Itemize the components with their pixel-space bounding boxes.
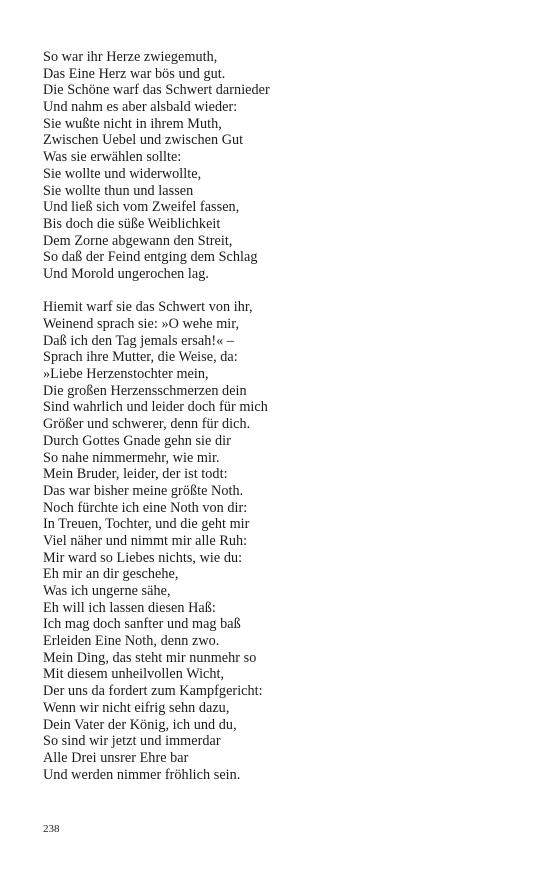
poem-line: Und ließ sich vom Zweifel fassen, [43,199,240,216]
poem-line: Und nahm es aber alsbald wieder: [43,99,238,116]
poem-line: Was ich ungerne sähe, [43,583,171,599]
poem-line: Sprach ihre Mutter, die Weise, da: [43,349,238,366]
poem-line: Erleiden Eine Noth, denn zwo. [43,633,220,650]
poem-line: Durch Gottes Gnade gehn sie dir [43,432,231,449]
poem-line: Daß ich den Tag jemals ersah!« – [43,332,235,349]
poem-line: Sie wollte und widerwollte, [43,165,202,182]
poem-line: So war ihr Herze zwiegemuth, [43,49,218,65]
poem-line: Sind wahrlich und leider doch für mich [43,399,268,416]
poem-line: Wenn wir nicht eifrig sehn dazu, [43,699,230,716]
poem-line: Dem Zorne abgewann den Streit, [43,232,233,249]
poem-line: Was sie erwählen sollte: [43,149,182,166]
poem-line: Und werden nimmer fröhlich sein. [43,766,241,783]
poem-line: Noch fürchte ich eine Noth von dir: [43,499,248,516]
poem-line: Alle Drei unsrer Ehre bar [43,749,189,766]
poem-line: Die großen Herzensschmerzen dein [43,382,247,399]
poem-line: Sie wußte nicht in ihrem Muth, [43,115,222,132]
poem-line: Das Eine Herz war bös und gut. [43,65,226,82]
poem-line: So nahe nimmermehr, wie mir. [43,449,220,466]
poem-line: Sie wollte thun und lassen [43,182,194,199]
poem-line: Mein Ding, das steht mir nunmehr so [43,649,257,666]
poem-line: Der uns da fordert zum Kampfgericht: [43,683,263,700]
poem-line: Eh mir an dir geschehe, [43,566,179,583]
stanza-1 [43,49,513,283]
poem-line: Mit diesem unheilvollen Wicht, [43,666,225,683]
poem-line: Größer und schwerer, denn für dich. [43,416,251,433]
poem-line: In Treuen, Tochter, und die geht mir [43,516,250,533]
stanza-2 [43,299,513,783]
poem-line: Die Schöne warf das Schwert darnieder [43,82,270,99]
poem-line: Weinend sprach sie: »O wehe mir, [43,316,240,332]
poem-line: Zwischen Uebel und zwischen Gut [43,132,244,149]
poem-line: So daß der Feind entging dem Schlag [43,249,258,266]
poem-line: Eh will ich lassen diesen Haß: [43,599,216,616]
poem-line: Bis doch die süße Weiblichkeit [43,215,221,232]
poem-line: Mir ward so Liebes nichts, wie du: [43,549,243,566]
poem-line: So sind wir jetzt und immerdar [43,733,221,750]
poem-line: Ich mag doch sanfter und mag baß [43,616,241,633]
poem-line: Das war bisher meine größte Noth. [43,482,244,499]
poem-line: Hiemit warf sie das Schwert von ihr, [43,299,253,316]
poem-line: Mein Bruder, leider, der ist todt: [43,466,228,483]
poem-text [43,49,513,783]
poem-line: Und Morold ungerochen lag. [43,265,209,282]
poem-line: Dein Vater der König, ich und du, [43,716,237,733]
page-number: 238 [43,823,60,835]
poem-line: Viel näher und nimmt mir alle Ruh: [43,532,248,549]
poem-line: »Liebe Herzenstochter mein, [43,366,209,383]
